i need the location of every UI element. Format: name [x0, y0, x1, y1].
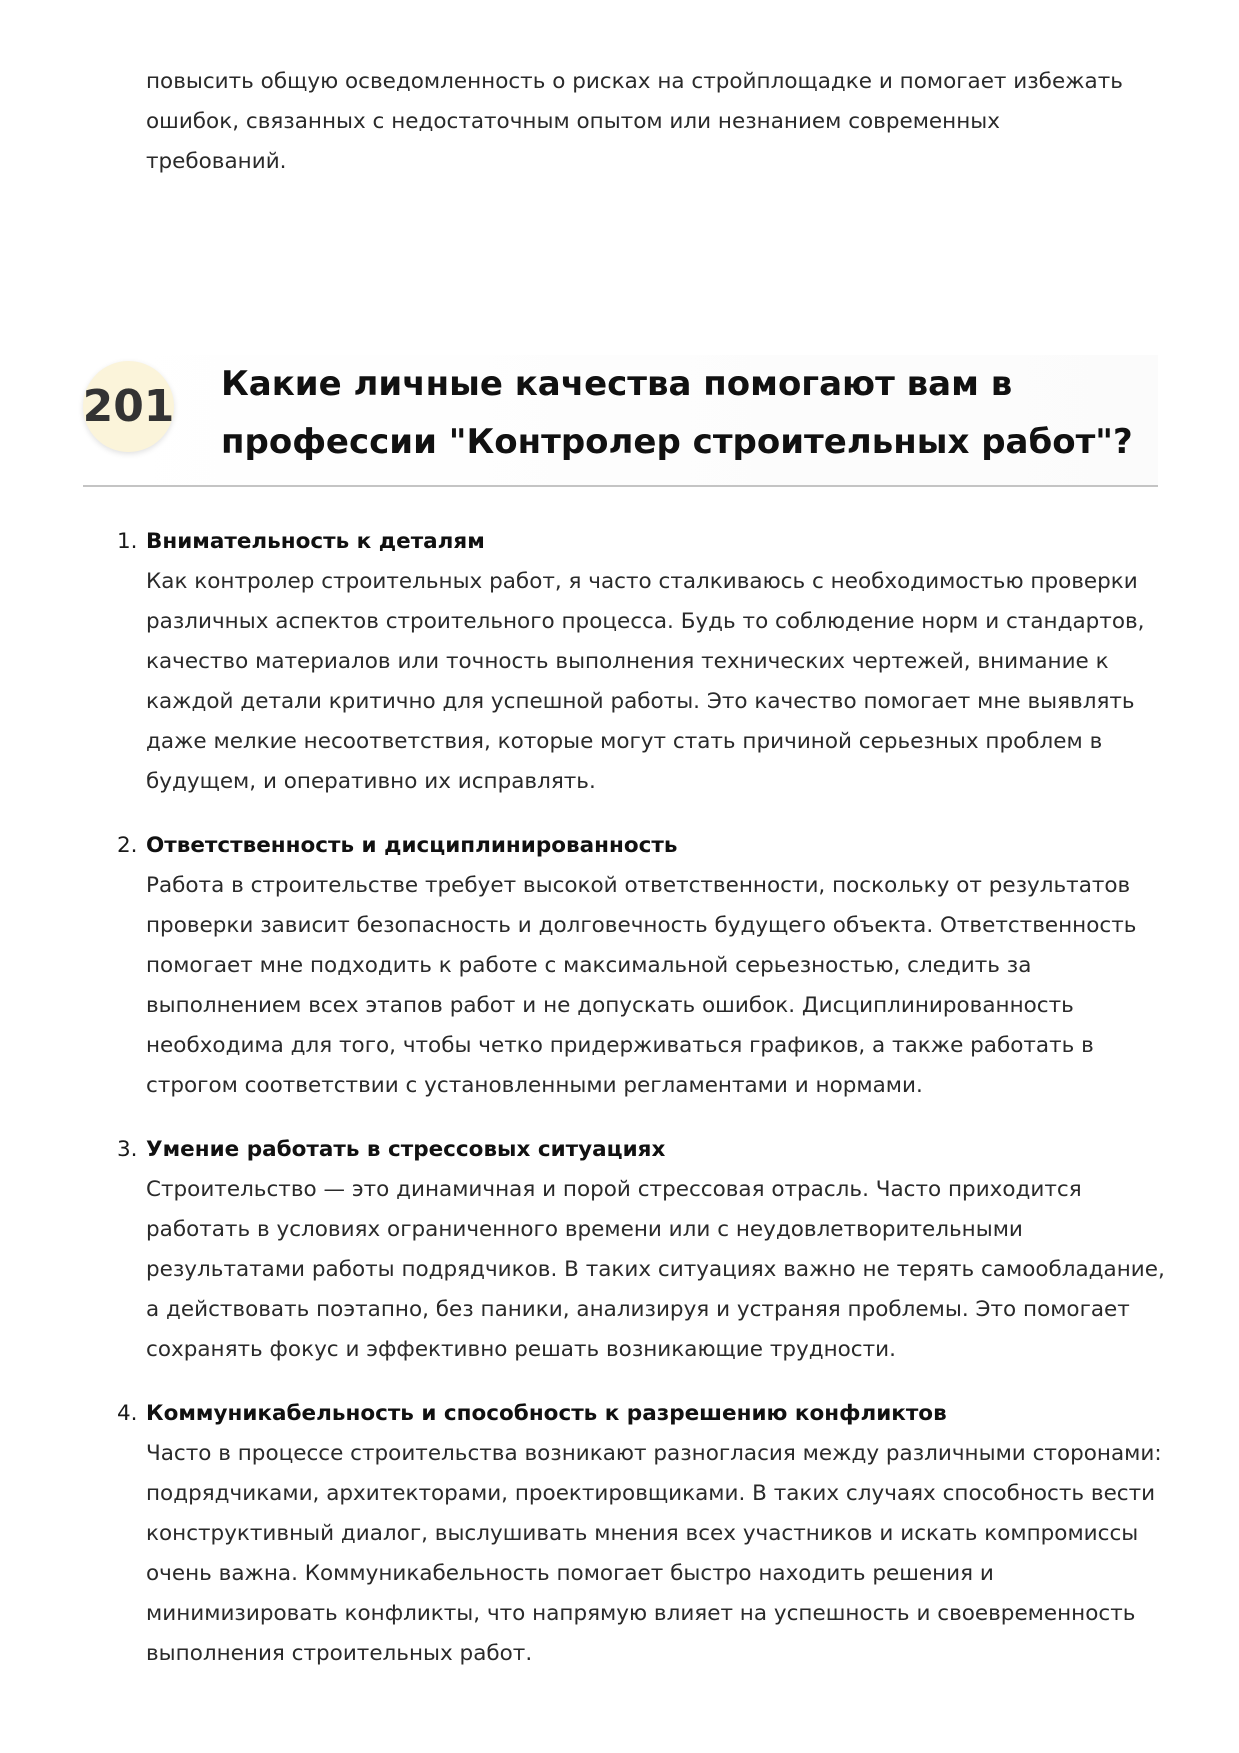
answer-text: Строительство — это динамичная и порой стрессовая отрасль. Часто приходится работать в условиях ограниченного времени или с неудовлетворительными результатами работы подрядчиков. В таких ситуациях важно не терять самообладание, а действовать поэтапно, без паники, анализируя и устраняя проблемы. Это помогает сохранять фокус и эффективно решать возникающие трудности.: [146, 1177, 1165, 1362]
answer-item: [117, 826, 1166, 1106]
answer-title: Коммуникабельность и способность к разрешению конфликтов: [146, 1401, 947, 1426]
answer-text: Как контролер строительных работ, я часто сталкиваюсь с необходимостью проверки различных аспектов строительного процесса. Будь то соблюдение норм и стандартов, качество материалов или точность выполнения технических чертежей, внимание к каждой детали критично для успешной работы. Это качество помогает мне выявлять даже мелкие несоответствия, которые могут стать причиной серьезных проблем в будущем, и оперативно их исправлять.: [146, 569, 1145, 794]
answer-number: 1.: [117, 529, 138, 554]
answer-text: Работа в строительстве требует высокой ответственности, поскольку от результатов проверки зависит безопасность и долговечность будущего объекта. Ответственность помогает мне подходить к работе с максимальной серьезностью, следить за выполнением всех этапов работ и не допускать ошибок. Дисциплинированность необходима для того, чтобы четко придерживаться графиков, а также работать в строгом соответствии с установленными регламентами и нормами.: [146, 873, 1137, 1098]
answer-text: Часто в процессе строительства возникают разногласия между различными сторонами: подрядчиками, архитекторами, проектировщиками. В таких случаях способность вести конструктивный диалог, выслушивать мнения всех участников и искать компромиссы очень важна. Коммуникабельность помогает быстро находить решения и минимизировать конфликты, что напрямую влияет на успешность и своевременность выполнения строительных работ.: [146, 1441, 1162, 1666]
question-number-badge: 201: [83, 361, 174, 452]
answer-title: Внимательность к деталям: [146, 529, 485, 554]
intro-paragraph: повысить общую осведомленность о рисках на стройплощадке и помогает избежать ошибок, связанных с недостаточным опытом или незнанием современных требований.: [146, 69, 1123, 174]
answer-list: [117, 522, 1166, 1698]
question-title: Какие личные качества помогают вам в профессии "Контролер строительных работ"?: [221, 364, 1133, 462]
question-header: [83, 355, 1158, 487]
answer-item: [117, 1130, 1166, 1370]
answer-item: [117, 522, 1166, 802]
answer-item: [117, 1394, 1166, 1674]
answer-number: 4.: [117, 1401, 138, 1426]
answer-title: Ответственность и дисциплинированность: [146, 833, 678, 858]
answer-number: 2.: [117, 833, 138, 858]
answer-number: 3.: [117, 1137, 138, 1162]
answer-title: Умение работать в стрессовых ситуациях: [146, 1137, 666, 1162]
